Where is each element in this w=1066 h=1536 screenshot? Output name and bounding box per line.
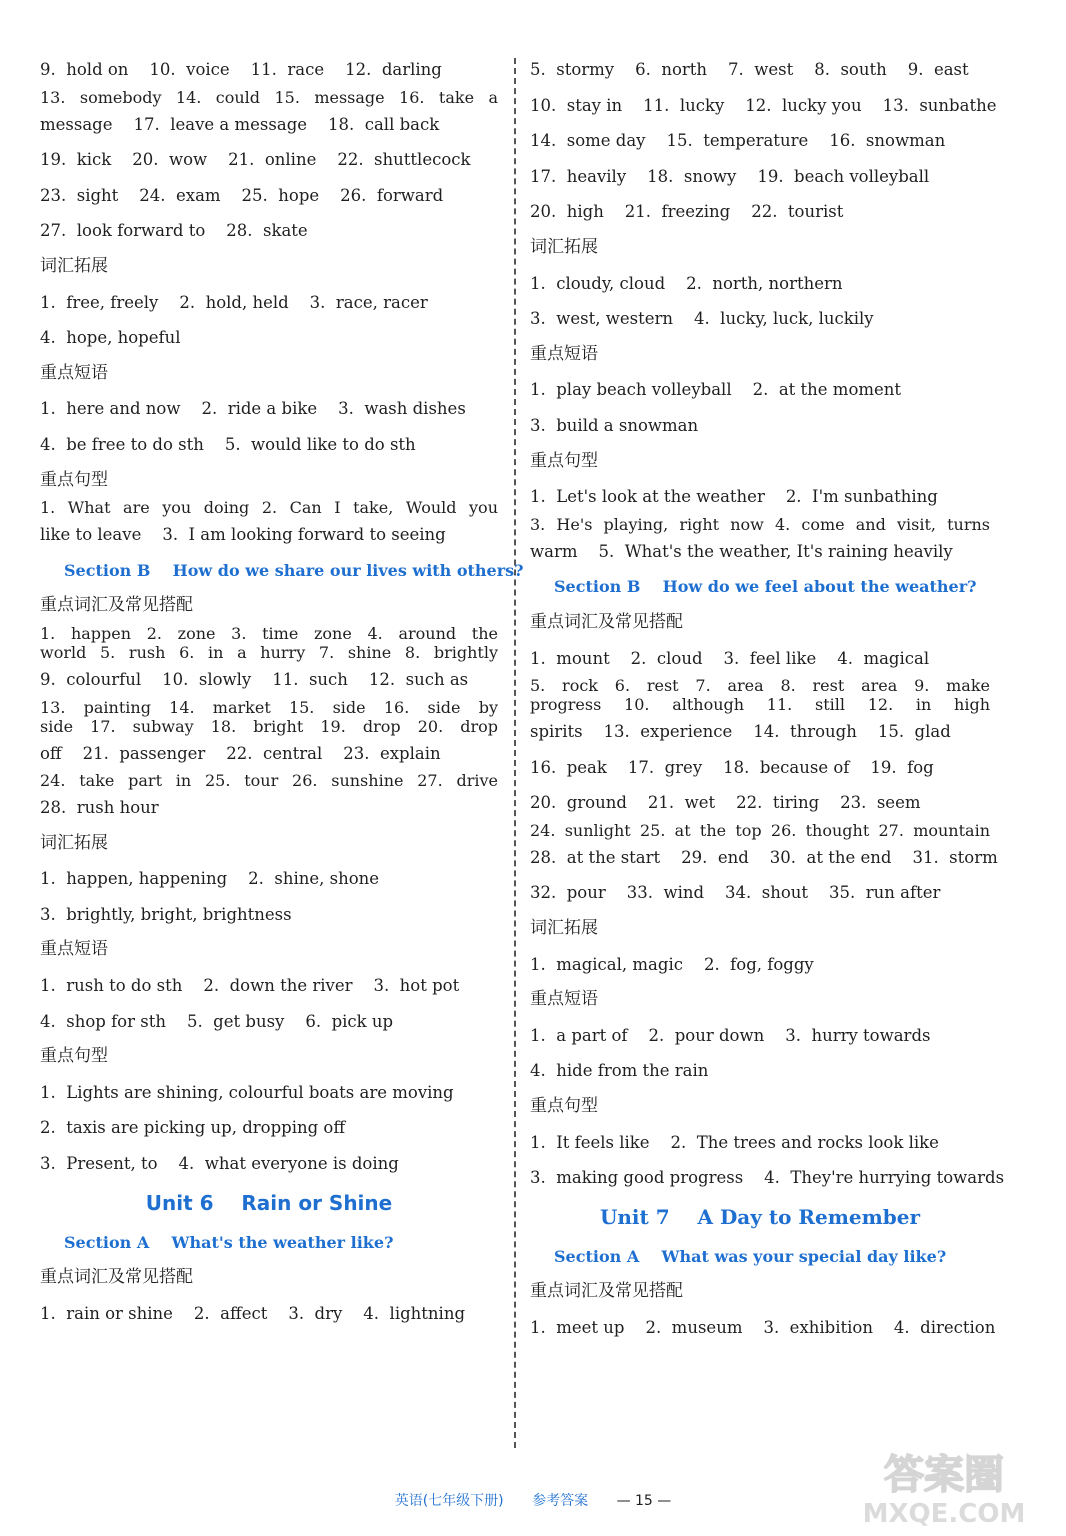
answer-line: 32. pour 33. wind 34. shout 35. run after <box>530 883 941 903</box>
left-column <box>40 52 524 1331</box>
footer-label: 参考答案 <box>532 1493 589 1509</box>
subsection-heading: 重点句型 <box>40 469 108 490</box>
subsection-heading: 重点短语 <box>530 989 598 1010</box>
answer-line: 3. Present, to 4. what everyone is doing <box>40 1154 399 1174</box>
answer-line: 10. stay in 11. lucky 12. lucky you 13. sunbathe <box>530 95 997 115</box>
answer-line: progress 10. although 11. still 12. in high <box>530 695 990 715</box>
subsection-heading: 重点短语 <box>40 362 108 383</box>
answer-line: 3. build a snowman <box>530 415 699 435</box>
answer-line: 4. hope, hopeful <box>40 328 181 348</box>
answer-line: 27. look forward to 28. skate <box>40 221 308 241</box>
answer-line: 1. play beach volleyball 2. at the moment <box>530 380 902 400</box>
answer-line: 1. rain or shine 2. affect 3. dry 4. lightning <box>40 1303 466 1323</box>
answer-line: 13. painting 14. market 15. side 16. side by <box>40 697 498 717</box>
answer-line: 1. magical, magic 2. fog, foggy <box>530 954 814 974</box>
column-divider <box>514 58 516 1448</box>
answer-line: 14. some day 15. temperature 16. snowman <box>530 131 946 151</box>
answer-line: 1. free, freely 2. hold, held 3. race, racer <box>40 292 428 312</box>
answer-line: 9. hold on 10. voice 11. race 12. darling <box>40 60 442 79</box>
answer-line: 17. heavily 18. snowy 19. beach volleyball <box>530 166 930 186</box>
answer-line: 24. sunlight 25. at the top 26. thought 27. mountain <box>530 820 990 840</box>
subsection-heading: 重点词汇及常见搭配 <box>530 1281 683 1302</box>
unit-title: Unit 7 A Day to Remember <box>599 1204 921 1229</box>
answer-line: 19. kick 20. wow 21. online 22. shuttlecock <box>40 150 471 170</box>
answer-line: 24. take part in 25. tour 26. sunshine 27. drive <box>40 771 498 791</box>
subsection-heading: 词汇拓展 <box>40 255 108 276</box>
answer-line: off 21. passenger 22. central 23. explain <box>40 743 441 763</box>
answer-line: world 5. rush 6. in a hurry 7. shine 8. brightly <box>40 642 498 662</box>
answer-line: 20. ground 21. wet 22. tiring 23. seem <box>530 793 921 813</box>
watermark-logo <box>834 1444 1054 1528</box>
answer-line: 1. mount 2. cloud 3. feel like 4. magical <box>530 648 930 668</box>
answer-line: 2. taxis are picking up, dropping off <box>40 1118 346 1138</box>
subsection-heading: 重点词汇及常见搭配 <box>530 611 683 632</box>
answer-line: 16. peak 17. grey 18. because of 19. fog <box>530 757 934 777</box>
subsection-heading: 重点短语 <box>40 939 108 960</box>
subsection-heading: 词汇拓展 <box>530 918 598 939</box>
subsection-heading: 重点词汇及常见搭配 <box>40 1267 193 1288</box>
answer-line: 20. high 21. freezing 22. tourist <box>530 202 844 222</box>
answer-line: 28. at the start 29. end 30. at the end 31. storm <box>530 847 998 867</box>
answer-line: warm 5. What's the weather, It's raining heavily <box>530 541 953 561</box>
answer-line: 1. Let's look at the weather 2. I'm sunbathing <box>530 487 938 507</box>
subsection-heading: 词汇拓展 <box>40 832 108 853</box>
subsection-heading: 词汇拓展 <box>530 236 598 257</box>
answer-line: 23. sight 24. exam 25. hope 26. forward <box>40 185 444 205</box>
answer-line: 4. hide from the rain <box>530 1061 709 1081</box>
subsection-heading: 重点句型 <box>40 1046 108 1067</box>
section-heading: Section B How do we share our lives with others? <box>64 560 524 580</box>
section-heading: Section A What was your special day like? <box>554 1246 947 1266</box>
subsection-heading: 重点句型 <box>530 1096 598 1117</box>
page-number: — 15 — <box>616 1493 672 1509</box>
answer-line: 1. a part of 2. pour down 3. hurry towards <box>530 1025 931 1045</box>
unit-title: Unit 6 Rain or Shine <box>145 1190 393 1215</box>
subsection-heading: 重点短语 <box>530 343 598 364</box>
answer-line: like to leave 3. I am looking forward to seeing <box>40 525 446 545</box>
watermark-site: MXQE.COM <box>862 1499 1026 1528</box>
answer-line: message 17. leave a message 18. call back <box>40 114 440 134</box>
answer-line: 3. brightly, bright, brightness <box>40 904 292 924</box>
answer-line: 3. He's playing, right now 4. come and visit, turns <box>530 514 990 534</box>
answer-line: 1. rush to do sth 2. down the river 3. hot pot <box>40 976 460 996</box>
answer-line: 1. happen 2. zone 3. time zone 4. around the <box>40 623 498 643</box>
footer-subject: 英语(七年级下册) <box>394 1493 504 1509</box>
answer-line: 1. It feels like 2. The trees and rocks look like <box>530 1132 939 1152</box>
right-column <box>530 52 1005 1346</box>
answer-line: 5. stormy 6. north 7. west 8. south 9. east <box>530 60 969 79</box>
answer-line: side 17. subway 18. bright 19. drop 20. drop <box>40 716 498 736</box>
answer-line: 4. shop for sth 5. get busy 6. pick up <box>40 1011 394 1031</box>
answer-line: 1. What are you doing 2. Can I take, Would you <box>40 498 498 518</box>
section-heading: Section A What's the weather like? <box>64 1232 394 1252</box>
answer-line: 1. meet up 2. museum 3. exhibition 4. direction <box>530 1318 996 1337</box>
subsection-heading: 重点词汇及常见搭配 <box>40 595 193 616</box>
answer-line: 9. colourful 10. slowly 11. such 12. such as <box>40 669 469 689</box>
answer-line: 1. here and now 2. ride a bike 3. wash dishes <box>40 399 466 419</box>
section-heading: Section B How do we feel about the weather? <box>554 577 977 597</box>
watermark-cn: 答案圈 <box>884 1452 1004 1498</box>
answer-line: 13. somebody 14. could 15. message 16. take a <box>40 87 498 107</box>
answer-line: 28. rush hour <box>40 798 159 818</box>
answer-line: 1. Lights are shining, colourful boats are moving <box>40 1082 454 1102</box>
answer-line: 5. rock 6. rest 7. area 8. rest area 9. make <box>530 676 990 696</box>
answer-line: 1. happen, happening 2. shine, shone <box>40 869 380 889</box>
answer-line: 3. west, western 4. lucky, luck, luckily <box>530 309 874 329</box>
subsection-heading: 重点句型 <box>530 450 598 471</box>
answer-line: spirits 13. experience 14. through 15. glad <box>530 722 951 742</box>
answer-line: 3. making good progress 4. They're hurrying towards <box>530 1168 1005 1188</box>
answer-line: 4. be free to do sth 5. would like to do sth <box>40 434 416 454</box>
answer-line: 1. cloudy, cloud 2. north, northern <box>530 273 843 293</box>
